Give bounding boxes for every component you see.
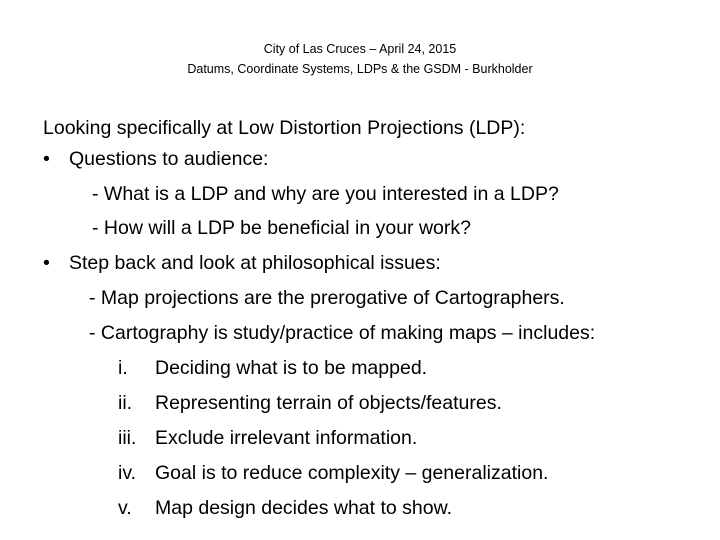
point-1: - Map projections are the prerogative of Cartographers.: [89, 287, 565, 309]
question-2: - How will a LDP be beneficial in your work?: [92, 217, 471, 239]
bullet-icon: •: [43, 252, 50, 274]
bullet-icon: •: [43, 148, 50, 170]
list-text: Map design decides what to show.: [155, 497, 453, 519]
point-2: - Cartography is study/practice of making maps – includes:: [89, 322, 596, 344]
slide-heading: Looking specifically at Low Distortion Projections (LDP):: [43, 117, 526, 139]
list-text: Exclude irrelevant information.: [155, 427, 418, 449]
list-item: [118, 424, 417, 452]
list-text: Goal is to reduce complexity – generalization.: [155, 462, 549, 484]
bullet-item-questions: [43, 145, 268, 173]
list-text: Representing terrain of objects/features.: [155, 392, 502, 414]
list-number: ii.: [118, 392, 133, 414]
list-number: i.: [118, 357, 128, 379]
list-item: [118, 494, 452, 522]
bullet-item-philosophical: [43, 249, 441, 277]
header-line-2: Datums, Coordinate Systems, LDPs & the GSDM - Burkholder: [187, 62, 533, 76]
list-number: iv.: [118, 462, 137, 484]
list-text: Deciding what is to be mapped.: [155, 357, 428, 379]
list-item: [118, 389, 502, 417]
list-number: iii.: [118, 427, 137, 449]
bullet-text: Questions to audience:: [69, 148, 269, 170]
question-1: - What is a LDP and why are you interested in a LDP?: [92, 183, 559, 205]
list-item: [118, 459, 548, 487]
list-item: [118, 354, 427, 382]
list-number: v.: [118, 497, 132, 519]
header-line-1: City of Las Cruces – April 24, 2015: [263, 42, 457, 56]
bullet-text: Step back and look at philosophical issues:: [69, 252, 441, 274]
